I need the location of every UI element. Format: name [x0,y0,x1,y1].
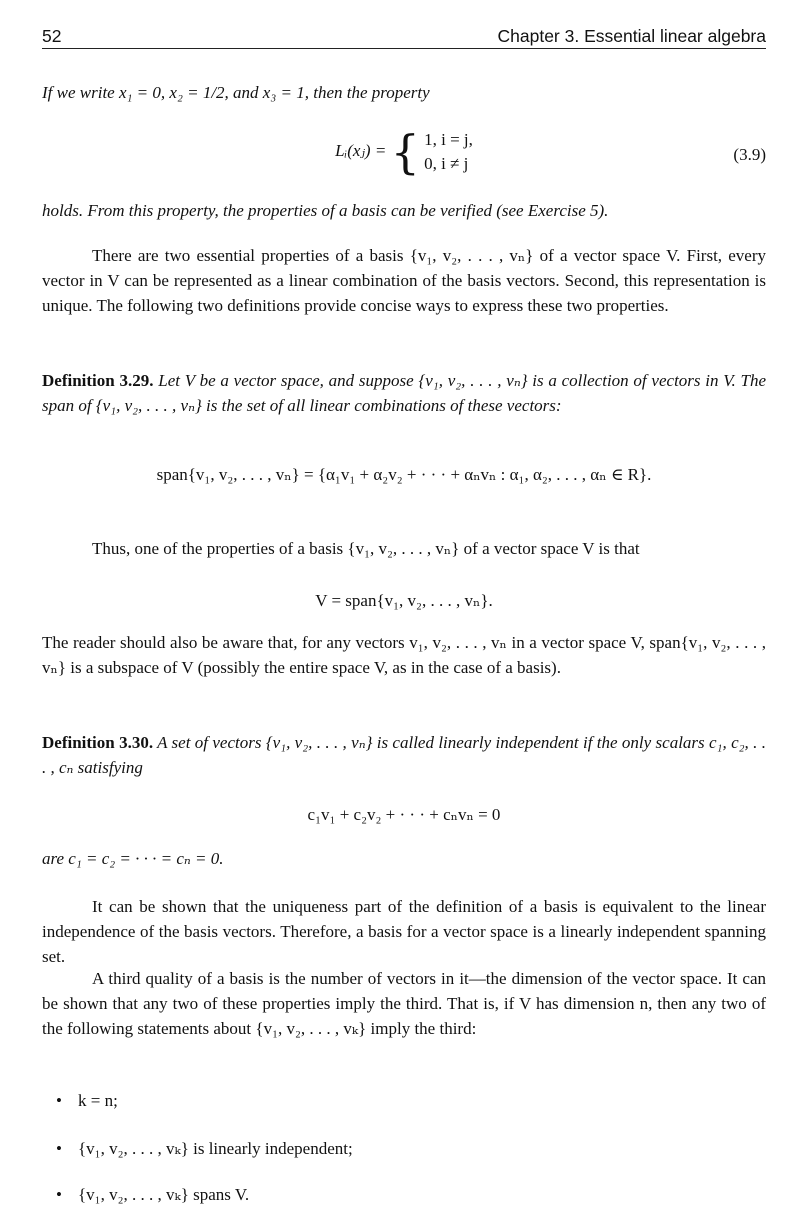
list-item [56,1182,756,1207]
equation-cases [424,128,473,176]
chapter-title: Chapter 3. Essential linear algebra [497,26,766,46]
equation-case-1: 1, i = j, [424,130,473,149]
definition-3-29-label: Definition 3.29. [42,371,154,390]
list-item-text: {v₁, v₂, . . . , vₖ} spans V. [78,1185,250,1204]
bullet-icon: • [56,1139,62,1158]
paragraph-dimension: A third quality of a basis is the number of vectors in it—the dimension of the vector space. It can be shown that any two of these properties imply the third. That is, if V has dimension n, then any two of the following statements about {v₁, v₂, . . . , vₖ} imply the third: [42,969,766,1038]
span-formula: span{v₁, v₂, . . . , vₙ} = {α₁v₁ + α₂v₂ + · · · + αₙvₙ : α₁, α₂, . . . , αₙ ∈ R}. [156,465,652,484]
independence-equation: c₁v₁ + c₂v₂ + · · · + cₙvₙ = 0 [307,805,501,824]
equation-number: (3.9) [733,145,766,164]
equation-lhs: Lᵢ(xⱼ) = [335,140,387,160]
running-header [42,18,766,49]
equation-case-2: 0, i ≠ j [424,154,469,173]
independence-tail: are c₁ = c₂ = · · · = cₙ = 0. [42,849,224,868]
list-item [56,1088,756,1113]
paragraph-subspace: The reader should also be aware that, for any vectors v₁, v₂, . . . , vₙ in a vector space V, span{v₁, v₂, . . . , vₙ} is a subspace of V (possibly the entire space V, as in the case of a basis). [42,633,766,677]
page-number: 52 [42,26,62,46]
holds-line: holds. From this property, the properties of a basis can be verified (see Exercise 5). [42,201,609,220]
definition-3-29-text: Let V be a vector space, and suppose {v₁, v₂, . . . , vₙ} is a collection of vectors in V. The span of {v₁, v₂, . . . , vₙ} is the set of all linear combinations of these vectors: [42,371,766,415]
bullet-icon: • [56,1185,62,1204]
list-item-text: {v₁, v₂, . . . , vₖ} is linearly independent; [78,1139,353,1158]
paragraph-span-property: Thus, one of the properties of a basis {v₁, v₂, . . . , vₙ} of a vector space V is that [92,539,640,558]
definition-3-30-text: A set of vectors {v₁, v₂, . . . , vₙ} is called linearly independent if the only scalars c₁, c₂, . . . , cₙ satisfying [42,733,766,777]
list-item-text: k = n; [78,1091,118,1110]
equation-3-9 [42,125,766,184]
list-item [56,1136,756,1161]
definition-3-30-label: Definition 3.30. [42,733,154,752]
paragraph-basis-properties: There are two essential properties of a basis {v₁, v₂, . . . , vₙ} of a vector space V. First, every vector in V can be represented as a linear combination of the basis vectors. Second, this representation is unique. The following two definitions provide concise ways to express these two properties. [42,246,766,315]
intro-line: If we write x₁ = 0, x₂ = 1/2, and x₃ = 1, then the property [42,83,430,102]
document-page [42,0,766,1231]
left-brace-icon: { [390,125,420,179]
definition-3-29 [42,368,766,418]
paragraph-uniqueness: It can be shown that the uniqueness part of the definition of a basis is equivalent to the linear independence of the basis vectors. Therefore, a basis for a vector space is a linearly independent spanning set. [42,897,766,966]
span-equation: V = span{v₁, v₂, . . . , vₙ}. [315,591,493,610]
bullet-icon: • [56,1091,62,1110]
definition-3-30 [42,730,766,780]
